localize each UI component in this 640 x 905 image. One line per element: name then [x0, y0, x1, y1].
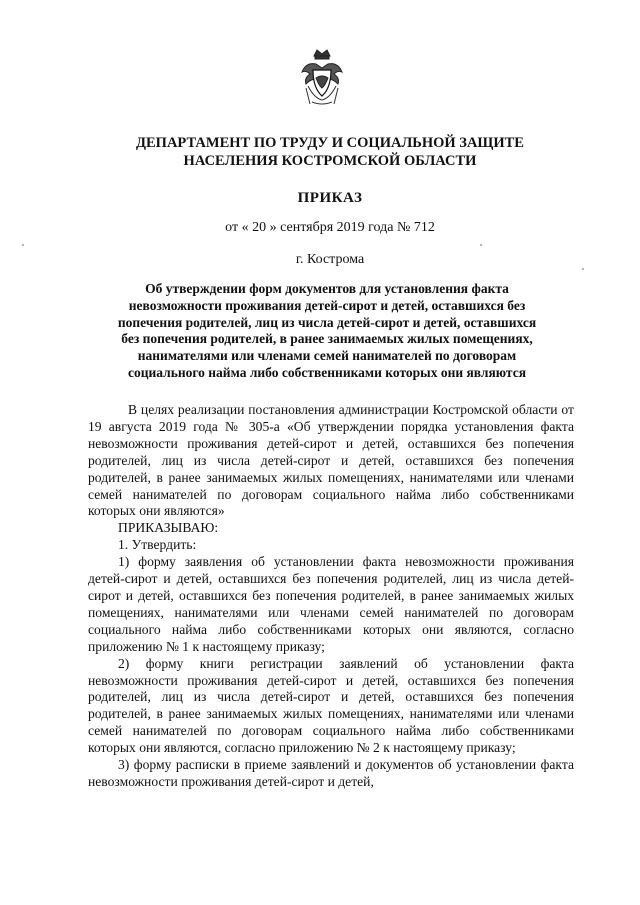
subject-line: Об утверждении форм документов для установления факта [145, 281, 509, 296]
order-subject [88, 281, 566, 382]
order-date-number: от « 20 » сентября 2019 года № 712 [225, 220, 435, 235]
coat-of-arms-icon [298, 48, 346, 108]
scan-speck [480, 244, 482, 246]
subitem-3: 3) форму расписки в приеме заявлений и документов об установлении факта невозможности проживания детей-сирот и детей, [88, 757, 574, 789]
subject-line: без попечения родителей, в ранее занимаемых жилых помещениях, [121, 331, 533, 347]
subject-line: социального найма либо собственниками которых они являются [127, 364, 527, 380]
subject-line: нанимателями или членами семей нанимателей по договорам [137, 348, 517, 364]
order-body [88, 402, 574, 791]
subject-line: невозможности проживания детей-сирот и детей, оставшихся без [128, 297, 526, 313]
scan-speck [22, 244, 24, 246]
subitem-1: 1) форму заявления об установлении факта невозможности проживания детей-сирот и детей, оставшихся без попечения родителей, лиц из числа детей-сирот и детей, оставшихся без попечения родителей, в ранее занимаемых жилых помещениях, нанимателями или членами семей нанимателей по договорам социального найма либо собственниками которых они являются, согласно приложению № 1 к настоящему приказу; [88, 554, 574, 654]
subitem-2: 2) форму книги регистрации заявлений об установлении факта невозможности проживания детей-сирот и детей, оставшихся без попечения родителей, лиц из числа детей-сирот и детей, оставшихся без попечения родителей, в ранее занимаемых жилых помещениях, нанимателями или членами семей нанимателей по договорам социального найма либо собственниками которых они являются, согласно приложению № 2 к настоящему приказу; [88, 655, 574, 756]
department-line-2: НАСЕЛЕНИЯ КОСТРОМСКОЙ ОБЛАСТИ [183, 153, 477, 169]
item-1: 1. Утвердить: [118, 537, 197, 553]
scan-speck [582, 268, 584, 270]
document-type: ПРИКАЗ [297, 190, 363, 206]
subject-line: попечения родителей, лиц из числа детей-сирот и детей, оставшихся [117, 314, 537, 330]
department-line-1: ДЕПАРТАМЕНТ ПО ТРУДУ И СОЦИАЛЬНОЙ ЗАЩИТЕ [136, 135, 524, 151]
city: г. Кострома [295, 252, 365, 267]
preamble-paragraph: В целях реализации постановления администрации Костромской области от 19 августа 2019 года № 305-а «Об утверждении порядка установления факта невозможности проживания детей-сирот и детей, оставшихся без попечения родителей, лиц из числа детей-сирот и детей, оставшихся без попечения родителей, в ранее занимаемых жилых помещениях, нанимателями или членами семей нанимателей по договорам социального найма либо собственниками которых они являются» [88, 402, 574, 519]
department-title [60, 134, 600, 170]
orders-heading: ПРИКАЗЫВАЮ: [118, 520, 219, 536]
